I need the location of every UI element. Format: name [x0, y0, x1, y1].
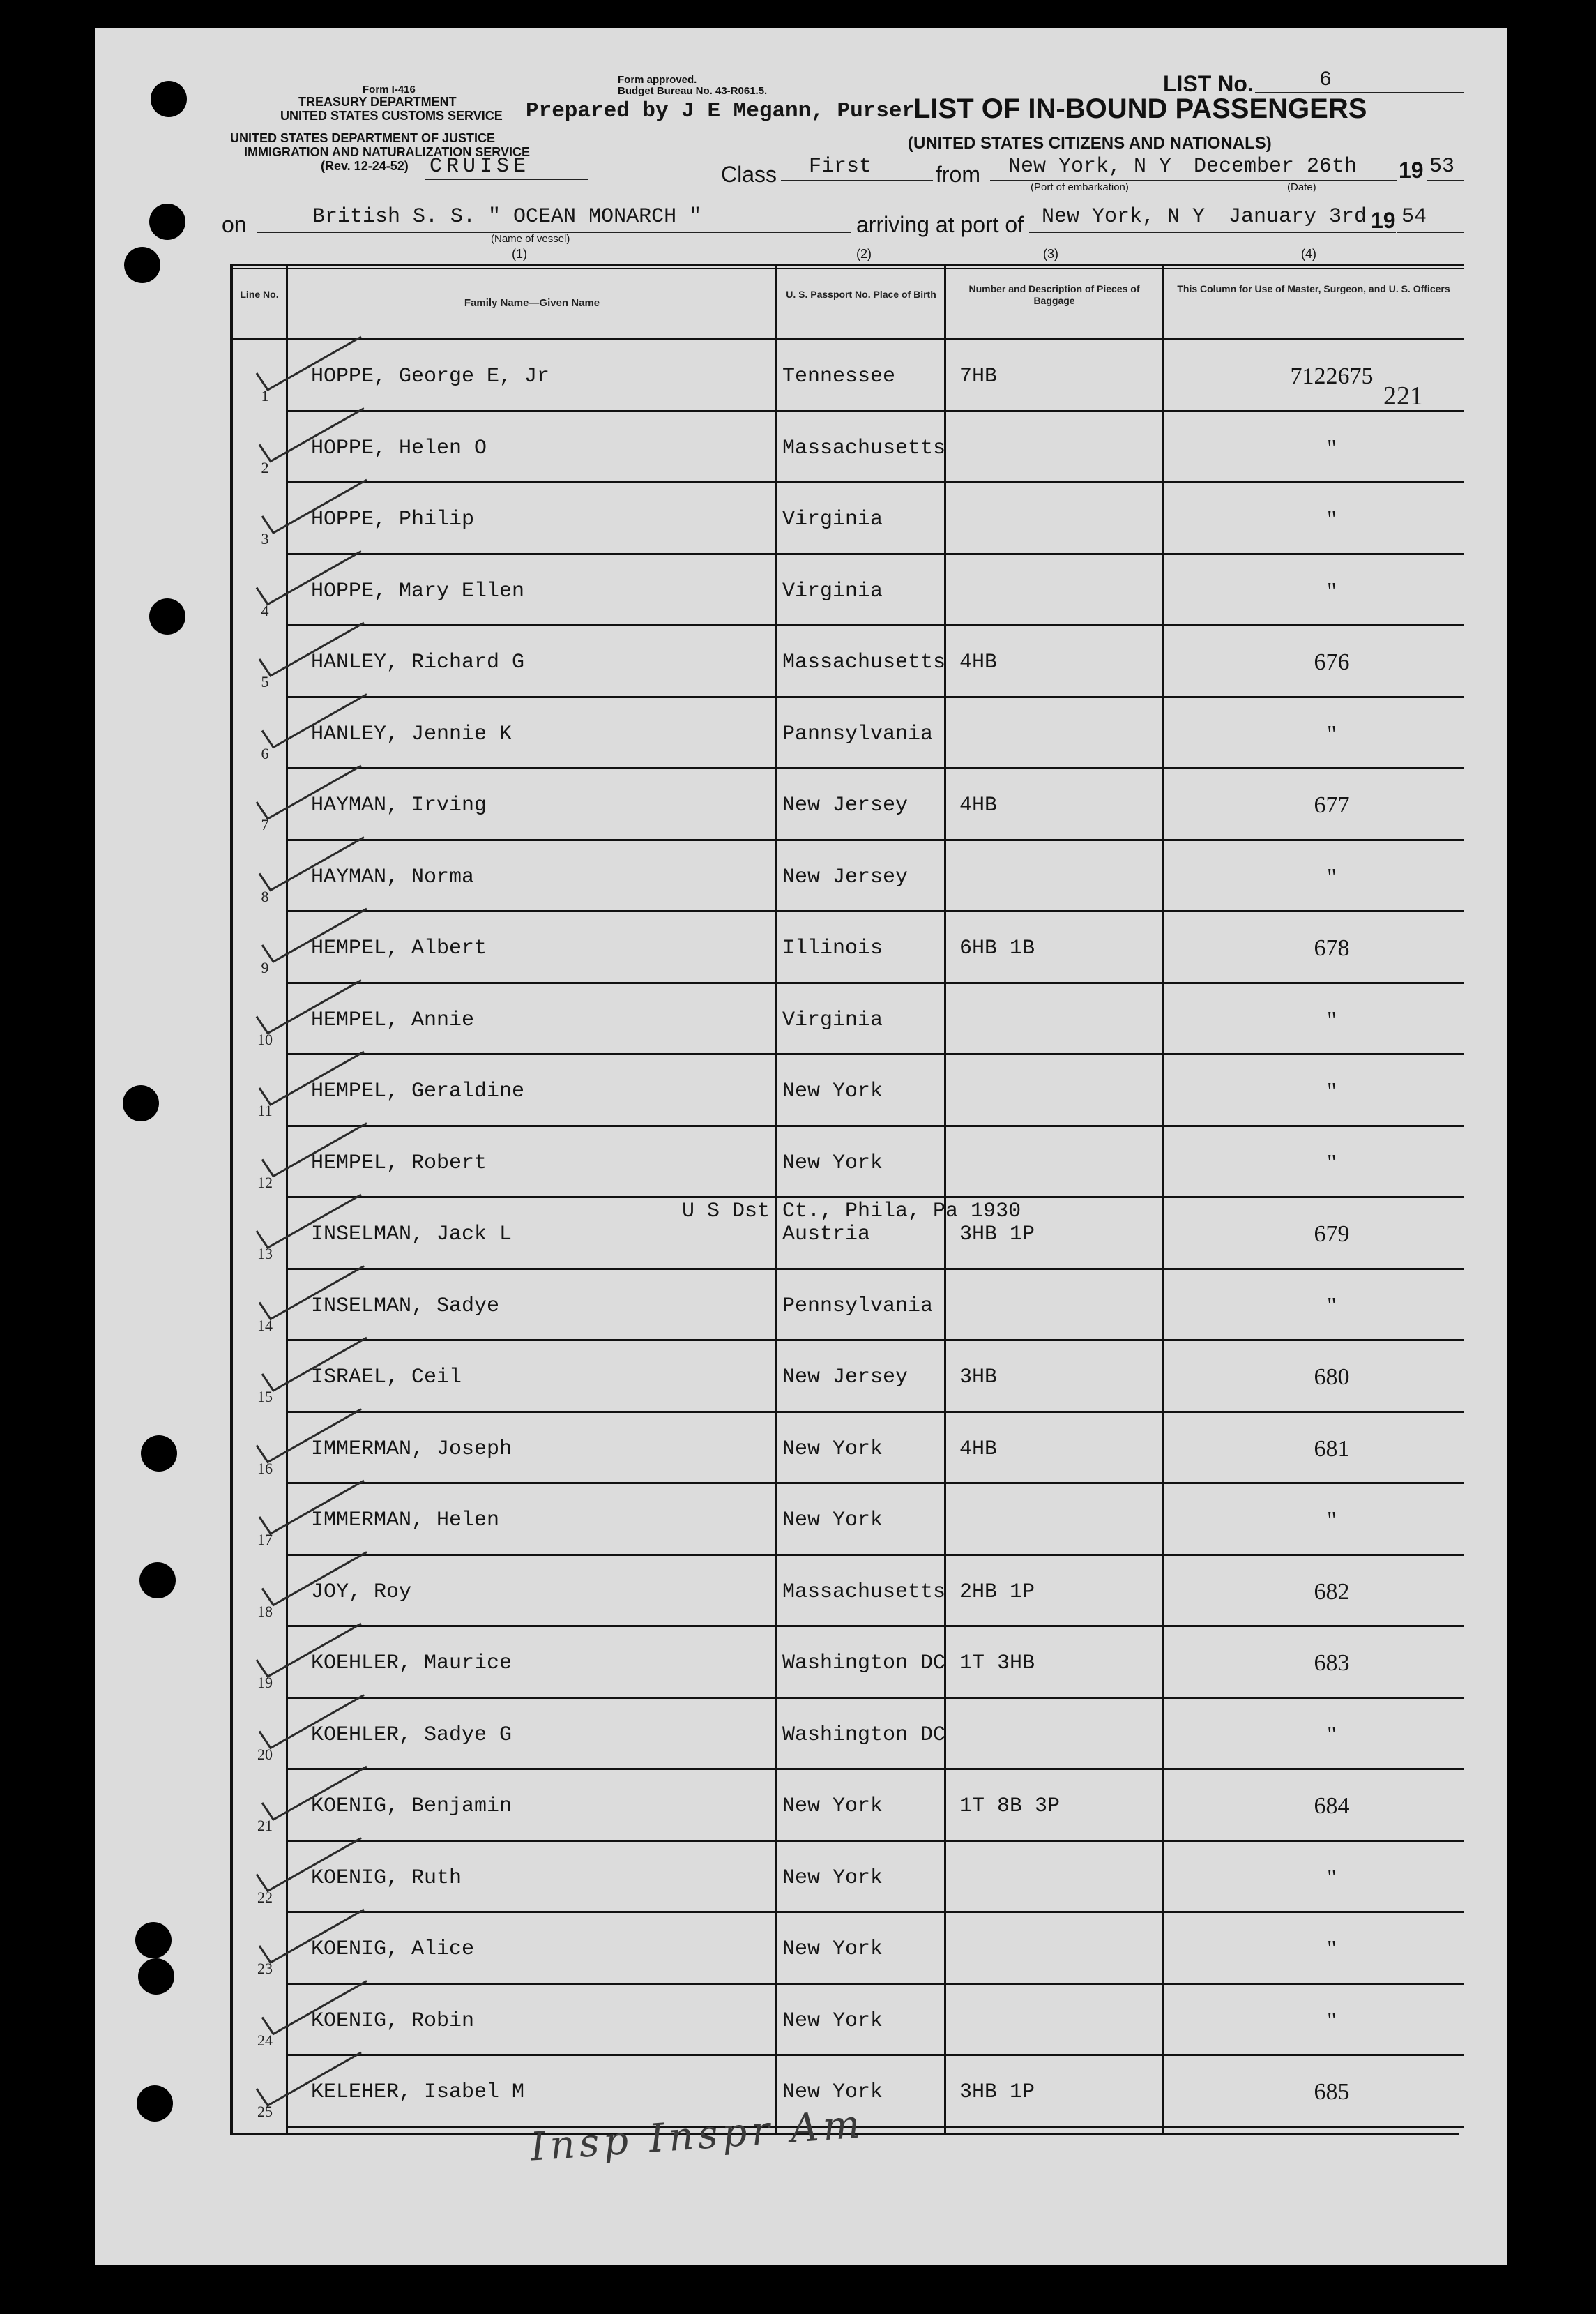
place-of-birth: Washington DC: [782, 1723, 946, 1747]
line-number: 6: [261, 745, 269, 762]
place-of-birth: Pennsylvania: [782, 1294, 934, 1318]
line-number: 22: [257, 1889, 273, 1906]
officer-number: 676: [1314, 649, 1350, 675]
passenger-name: ISRAEL, Ceil: [311, 1366, 462, 1389]
place-of-birth: New York: [782, 1866, 883, 1890]
from-date: December 26th: [1194, 155, 1358, 179]
line-number: 25: [257, 2103, 273, 2120]
line-number: 24: [257, 2032, 273, 2049]
passenger-name: HOPPE, Helen O: [311, 437, 487, 460]
place-of-birth: Austria: [782, 1223, 871, 1246]
officer-number: 677: [1314, 792, 1350, 818]
port-caption: (Port of embarkation): [1031, 181, 1129, 193]
officer-number: ": [1327, 2008, 1337, 2034]
checkmark: [257, 2052, 361, 2105]
baggage: 2HB 1P: [959, 1580, 1035, 1604]
baggage: 3HB 1P: [959, 2080, 1035, 2104]
arrival-date: January 3rd: [1229, 205, 1367, 229]
baggage: 1T 3HB: [959, 1651, 1035, 1675]
place-of-birth: Virginia: [782, 1008, 883, 1032]
passenger-name: HEMPEL, Annie: [311, 1008, 475, 1032]
officer-number: ": [1327, 578, 1337, 604]
passenger-name: INSELMAN, Jack L: [311, 1223, 512, 1246]
officer-number: 685: [1314, 2079, 1350, 2105]
cruise-stamp: CRUISE: [430, 155, 531, 179]
officer-number: 681: [1314, 1436, 1350, 1462]
checkmark: [257, 1838, 361, 1891]
officer-number: 678: [1314, 935, 1350, 961]
checkmark: [257, 1624, 361, 1677]
officer-number: ": [1327, 864, 1337, 890]
col-header-name: Family Name—Given Name: [464, 297, 600, 309]
checkmark: [262, 1552, 367, 1605]
place-of-birth: Massachusetts: [782, 437, 946, 460]
on-label: on: [222, 212, 247, 237]
revision: (Rev. 12-24-52): [321, 159, 409, 173]
officer-number: ": [1327, 721, 1337, 747]
treasury-dept: TREASURY DEPARTMENT: [298, 95, 457, 109]
justice-dept: UNITED STATES DEPARTMENT OF JUSTICE: [230, 131, 496, 145]
page-subtitle: (UNITED STATES CITIZENS AND NATIONALS): [908, 134, 1272, 153]
place-of-birth: New York: [782, 1151, 883, 1175]
line-number: 20: [257, 1746, 273, 1763]
officer-number: ": [1327, 435, 1337, 461]
line-number: 2: [261, 459, 269, 476]
arriving-label: arriving at port of: [856, 212, 1024, 237]
place-of-birth: New York: [782, 1437, 883, 1461]
place-of-birth: New York: [782, 2009, 883, 2033]
checkmark: [257, 1195, 361, 1248]
passenger-name: INSELMAN, Sadye: [311, 1294, 500, 1318]
col-mark-1: (1): [512, 247, 527, 261]
checkmark: [262, 1767, 367, 1820]
line-number: 9: [261, 959, 269, 976]
officer-number: 7122675: [1290, 363, 1374, 389]
baggage: 4HB: [959, 1437, 998, 1461]
place-of-birth: New York: [782, 1794, 883, 1818]
line-number: 8: [261, 888, 269, 905]
officer-number: ": [1327, 1936, 1337, 1962]
line-number: 10: [257, 1031, 273, 1048]
passenger-name: KOEHLER, Maurice: [311, 1651, 512, 1675]
passenger-name: KOENIG, Alice: [311, 1937, 475, 1961]
place-of-birth: New York: [782, 1508, 883, 1532]
checkmark: [257, 981, 361, 1034]
checkmark: [257, 766, 361, 819]
checkmark: [259, 1266, 364, 1319]
arrival-year: 54: [1401, 205, 1427, 229]
vessel-caption: (Name of vessel): [491, 233, 570, 245]
form-number: Form I-416: [363, 84, 416, 96]
line-number: 4: [261, 602, 269, 619]
place-of-birth: Virginia: [782, 580, 883, 603]
officer-number: 683: [1314, 1650, 1350, 1676]
passenger-name: IMMERMAN, Joseph: [311, 1437, 512, 1461]
col-header-baggage: Number and Description of Pieces of Baggage: [968, 283, 1140, 306]
line-number: 3: [261, 530, 269, 547]
year-prefix: 19: [1399, 158, 1424, 183]
place-of-birth: New Jersey: [782, 1366, 909, 1389]
checkmark: [259, 1481, 364, 1534]
place-of-birth: New York: [782, 1080, 883, 1103]
checkmark: [259, 1910, 364, 1963]
col-mark-4: (4): [1301, 247, 1316, 261]
checkmark: [262, 909, 367, 962]
officer-number: ": [1327, 1150, 1337, 1176]
baggage: 4HB: [959, 651, 998, 674]
arrival-port: New York, N Y: [1042, 205, 1206, 229]
baggage: 3HB 1P: [959, 1223, 1035, 1246]
passenger-name: HEMPEL, Robert: [311, 1151, 487, 1175]
passenger-name: KELEHER, Isabel M: [311, 2080, 525, 2104]
col-header-officers: This Column for Use of Master, Surgeon, and U. S. Officers: [1177, 283, 1450, 294]
place-of-birth: Massachusetts: [782, 1580, 946, 1604]
line-number: 1: [261, 387, 269, 404]
line-number: 16: [257, 1460, 273, 1477]
ins-service: IMMIGRATION AND NATURALIZATION SERVICE: [244, 145, 530, 159]
prepared-by: Prepared by J E Megann, Purser: [526, 99, 915, 123]
checkmark: [259, 623, 364, 676]
form-approved: Form approved.: [618, 74, 697, 86]
naturalization-note: U S Dst Ct., Phila, Pa 1930: [682, 1200, 1021, 1223]
checkmark: [259, 1052, 364, 1105]
date-caption: (Date): [1287, 181, 1316, 193]
passenger-name: KOEHLER, Sadye G: [311, 1723, 512, 1747]
officer-number: ": [1327, 1078, 1337, 1104]
baggage: 7HB: [959, 365, 998, 388]
officer-number: ": [1327, 506, 1337, 532]
officer-number: 679: [1314, 1221, 1350, 1247]
passenger-name: HEMPEL, Geraldine: [311, 1080, 525, 1103]
place-of-birth: Tennessee: [782, 365, 896, 388]
officer-number: 684: [1314, 1793, 1350, 1819]
officer-number: ": [1327, 1293, 1337, 1319]
place-of-birth: Pannsylvania: [782, 723, 934, 746]
passenger-name: KOENIG, Benjamin: [311, 1794, 512, 1818]
line-number: 19: [257, 1674, 273, 1691]
officer-number: ": [1327, 1507, 1337, 1533]
budget-bureau: Budget Bureau No. 43-R061.5.: [618, 85, 768, 97]
passenger-name: HAYMAN, Irving: [311, 794, 487, 817]
vessel-name: British S. S. " OCEAN MONARCH ": [312, 205, 702, 229]
passenger-name: JOY, Roy: [311, 1580, 412, 1604]
checkmark: [257, 552, 361, 605]
officer-number: 682: [1314, 1579, 1350, 1605]
passenger-name: KOENIG, Robin: [311, 2009, 475, 2033]
checkmark: [257, 1409, 361, 1462]
passenger-name: HOPPE, George E, Jr: [311, 365, 550, 388]
list-no-label: LIST No.: [1163, 71, 1254, 96]
customs-service: UNITED STATES CUSTOMS SERVICE: [280, 109, 503, 123]
annotation-221: 221: [1383, 381, 1423, 411]
page-title: LIST OF IN-BOUND PASSENGERS: [913, 93, 1367, 124]
checkmark: [262, 480, 367, 533]
col-mark-2: (2): [856, 247, 872, 261]
checkmark: [257, 337, 361, 390]
line-number: 13: [257, 1245, 273, 1262]
line-number: 18: [257, 1603, 273, 1620]
passenger-name: HAYMAN, Norma: [311, 865, 475, 889]
line-number: 17: [257, 1531, 273, 1548]
baggage: 3HB: [959, 1366, 998, 1389]
officer-number: ": [1327, 1007, 1337, 1033]
from-label: from: [936, 162, 980, 187]
col-header-line: Line No.: [240, 289, 279, 300]
checkmark: [262, 1338, 367, 1391]
place-of-birth: Virginia: [782, 508, 883, 531]
line-number: 23: [257, 1960, 273, 1977]
col-header-passport: U. S. Passport No. Place of Birth: [786, 289, 936, 300]
arrival-year-prefix: 19: [1371, 208, 1396, 233]
checkmark: [262, 1981, 367, 2034]
officer-number: 680: [1314, 1364, 1350, 1390]
checkmark: [262, 695, 367, 748]
checkmark: [259, 409, 364, 462]
col-mark-3: (3): [1043, 247, 1058, 261]
officer-number: ": [1327, 1722, 1337, 1748]
checkmark: [259, 838, 364, 891]
class-label: Class: [721, 162, 777, 187]
class-value: First: [809, 155, 872, 179]
baggage: 6HB 1B: [959, 937, 1035, 960]
place-of-birth: New York: [782, 2080, 883, 2104]
place-of-birth: Massachusetts: [782, 651, 946, 674]
line-number: 15: [257, 1388, 273, 1405]
passenger-name: HANLEY, Richard G: [311, 651, 525, 674]
passenger-name: HANLEY, Jennie K: [311, 723, 512, 746]
place-of-birth: Washington DC: [782, 1651, 946, 1675]
list-no-value: 6: [1319, 68, 1332, 92]
passenger-name: KOENIG, Ruth: [311, 1866, 462, 1890]
from-port: New York, N Y: [1008, 155, 1172, 179]
checkmark: [259, 1695, 364, 1748]
line-number: 5: [261, 673, 269, 690]
baggage: 4HB: [959, 794, 998, 817]
officer-number: ": [1327, 1865, 1337, 1891]
line-number: 12: [257, 1174, 273, 1191]
place-of-birth: New York: [782, 1937, 883, 1961]
handwritten-footer-note: Insp Inspr Am: [529, 2101, 866, 2170]
passenger-name: HOPPE, Mary Ellen: [311, 580, 525, 603]
passenger-name: HOPPE, Philip: [311, 508, 475, 531]
passenger-name: HEMPEL, Albert: [311, 937, 487, 960]
line-number: 11: [257, 1102, 273, 1119]
line-number: 21: [257, 1817, 273, 1834]
from-year: 53: [1429, 155, 1455, 179]
line-number: 14: [257, 1317, 273, 1334]
passenger-name: IMMERMAN, Helen: [311, 1508, 500, 1532]
checkmark: [262, 1124, 367, 1177]
line-number: 7: [261, 816, 269, 833]
place-of-birth: New Jersey: [782, 865, 909, 889]
place-of-birth: Illinois: [782, 937, 883, 960]
place-of-birth: New Jersey: [782, 794, 909, 817]
baggage: 1T 8B 3P: [959, 1794, 1061, 1818]
